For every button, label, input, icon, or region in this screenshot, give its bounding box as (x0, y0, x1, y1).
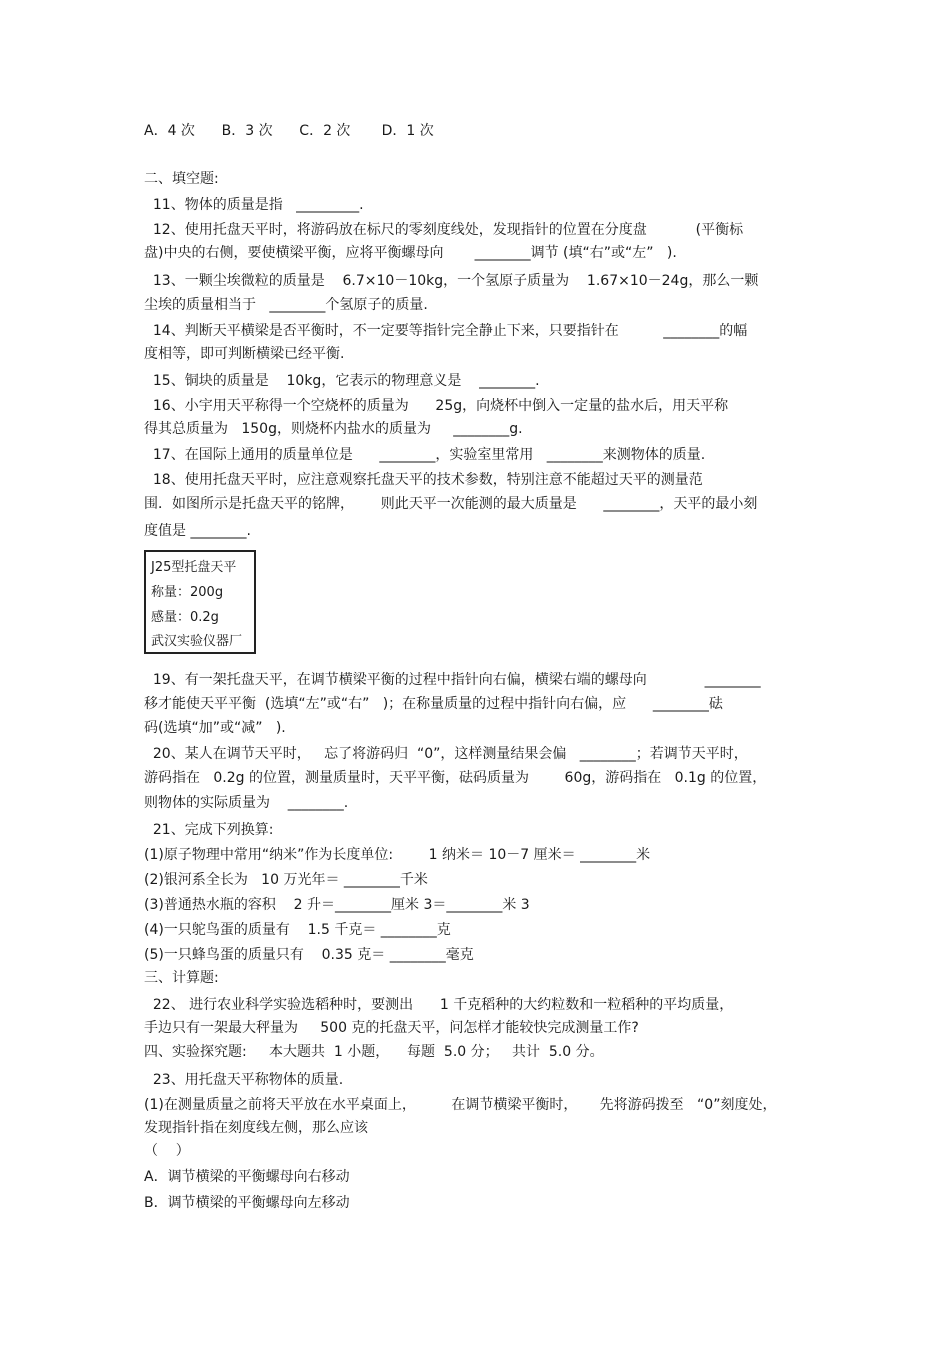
q18-line-1: 18、使用托盘天平时，应注意观察托盘天平的技术参数，特别注意不能超过天平的测量范 (144, 472, 703, 488)
q21-item-5: (5)一只蜂鸟蛋的质量只有 0.35 克＝ ________毫克 (144, 947, 474, 963)
q14-line-2: 度相等，即可判断横梁已经平衡. (144, 346, 345, 362)
q12-line-2: 盘)中央的右侧，要使横梁平衡，应将平衡螺母向 ________调节 (填“右”或“左” ). (144, 245, 677, 261)
q19-line-2: 移才能使天平平衡 (选填“左”或“右” )；在称量质量的过程中指针向右偏，应 ________砝 (144, 696, 723, 712)
q13-line-1: 13、一颗尘埃微粒的质量是 6.7×10－10kg，一个氢原子质量为 1.67×10－24g，那么一颗 (144, 273, 759, 289)
q23-heading: 23、用托盘天平称物体的质量. (144, 1072, 344, 1088)
nameplate-sensitivity: 感量：0.2g (151, 610, 219, 625)
q23-part1-line-2: 发现指针指在刻度线左侧，那么应该 (144, 1120, 368, 1136)
q18-line-3: 度值是 ________. (144, 523, 251, 539)
section-fill-in-heading: 二、填空题: (144, 171, 219, 187)
nameplate-maker: 武汉实验仪器厂 (151, 634, 243, 649)
section-calculation-heading: 三、计算题: (144, 970, 219, 986)
q23-part1-line-1: (1)在测量质量之前将天平放在水平桌面上， 在调节横梁平衡时， 先将游码拨至 “0”刻度处， (144, 1097, 777, 1113)
q22-line-2: 手边只有一架最大秤量为 500 克的托盘天平，问怎样才能较快完成测量工作? (144, 1020, 639, 1036)
q19-line-3: 码(选填“加”或“减” ). (144, 720, 286, 736)
q21-item-4: (4)一只鸵鸟蛋的质量有 1.5 千克＝ ________克 (144, 922, 451, 938)
q23-option-a: A．调节横梁的平衡螺母向右移动 (144, 1169, 350, 1185)
section-experiment-heading: 四、实验探究题: 本大题共 1 小题， 每题 5.0 分； 共计 5.0 分。 (144, 1044, 604, 1060)
nameplate-capacity: 称量：200g (151, 585, 224, 600)
q19-line-1: 19、有一架托盘天平，在调节横梁平衡的过程中指针向右偏，横梁右端的螺母向 ________ (144, 672, 761, 688)
q20-line-1: 20、某人在调节天平时， 忘了将游码归 “0”，这样测量结果会偏 ________；若调节天平时， (144, 746, 748, 762)
q12-line-1: 12、使用托盘天平时，将游码放在标尺的零刻度线处，发现指针的位置在分度盘 (平衡标 (144, 222, 744, 238)
q10-options: A．4 次 B．3 次 C．2 次 D．1 次 (144, 123, 434, 139)
q15-line: 15、铜块的质量是 10kg，它表示的物理意义是 ________. (144, 373, 540, 389)
q14-line-1: 14、判断天平横梁是否平衡时，不一定要等指针完全静止下来，只要指针在 ________的幅 (144, 323, 748, 339)
nameplate-model: J25型托盘天平 (151, 560, 237, 575)
q16-line-2: 得其总质量为 150g，则烧杯内盐水的质量为 ________g. (144, 421, 523, 437)
q21-heading: 21、完成下列换算: (144, 822, 274, 838)
q18-line-2: 围．如图所示是托盘天平的铭牌， 则此天平一次能测的最大质量是 ________，天平的最小刻 (144, 496, 758, 512)
q13-line-2: 尘埃的质量相当于 ________个氢原子的质量. (144, 297, 428, 313)
q11-line: 11、物体的质量是指 _________. (144, 197, 364, 213)
q22-line-1: 22、 进行农业科学实验选稻种时，要测出 1 千克稻种的大约粒数和一粒稻种的平均质量， (144, 997, 734, 1013)
q16-line-1: 16、小宇用天平称得一个空烧杯的质量为 25g，向烧杯中倒入一定量的盐水后，用天平称 (144, 398, 729, 414)
balance-nameplate-figure (144, 550, 256, 654)
q17-line: 17、在国际上通用的质量单位是 ________，实验室里常用 ________来测物体的质量. (144, 447, 706, 463)
q21-item-1: (1)原子物理中常用“纳米”作为长度单位: 1 纳米＝ 10－7 厘米＝ ________米 (144, 847, 651, 863)
q20-line-3: 则物体的实际质量为 ________. (144, 795, 349, 811)
q23-option-b: B．调节横梁的平衡螺母向左移动 (144, 1195, 350, 1211)
q20-line-2: 游码指在 0.2g 的位置，测量质量时，天平平衡，砝码质量为 60g，游码指在 0.1g 的位置， (144, 770, 767, 786)
q23-answer-bracket: （ ） (144, 1143, 190, 1159)
q21-item-2: (2)银河系全长为 10 万光年＝ ________千米 (144, 872, 428, 888)
q21-item-3: (3)普通热水瓶的容积 2 升＝________厘米 3＝________米 3 (144, 897, 530, 913)
